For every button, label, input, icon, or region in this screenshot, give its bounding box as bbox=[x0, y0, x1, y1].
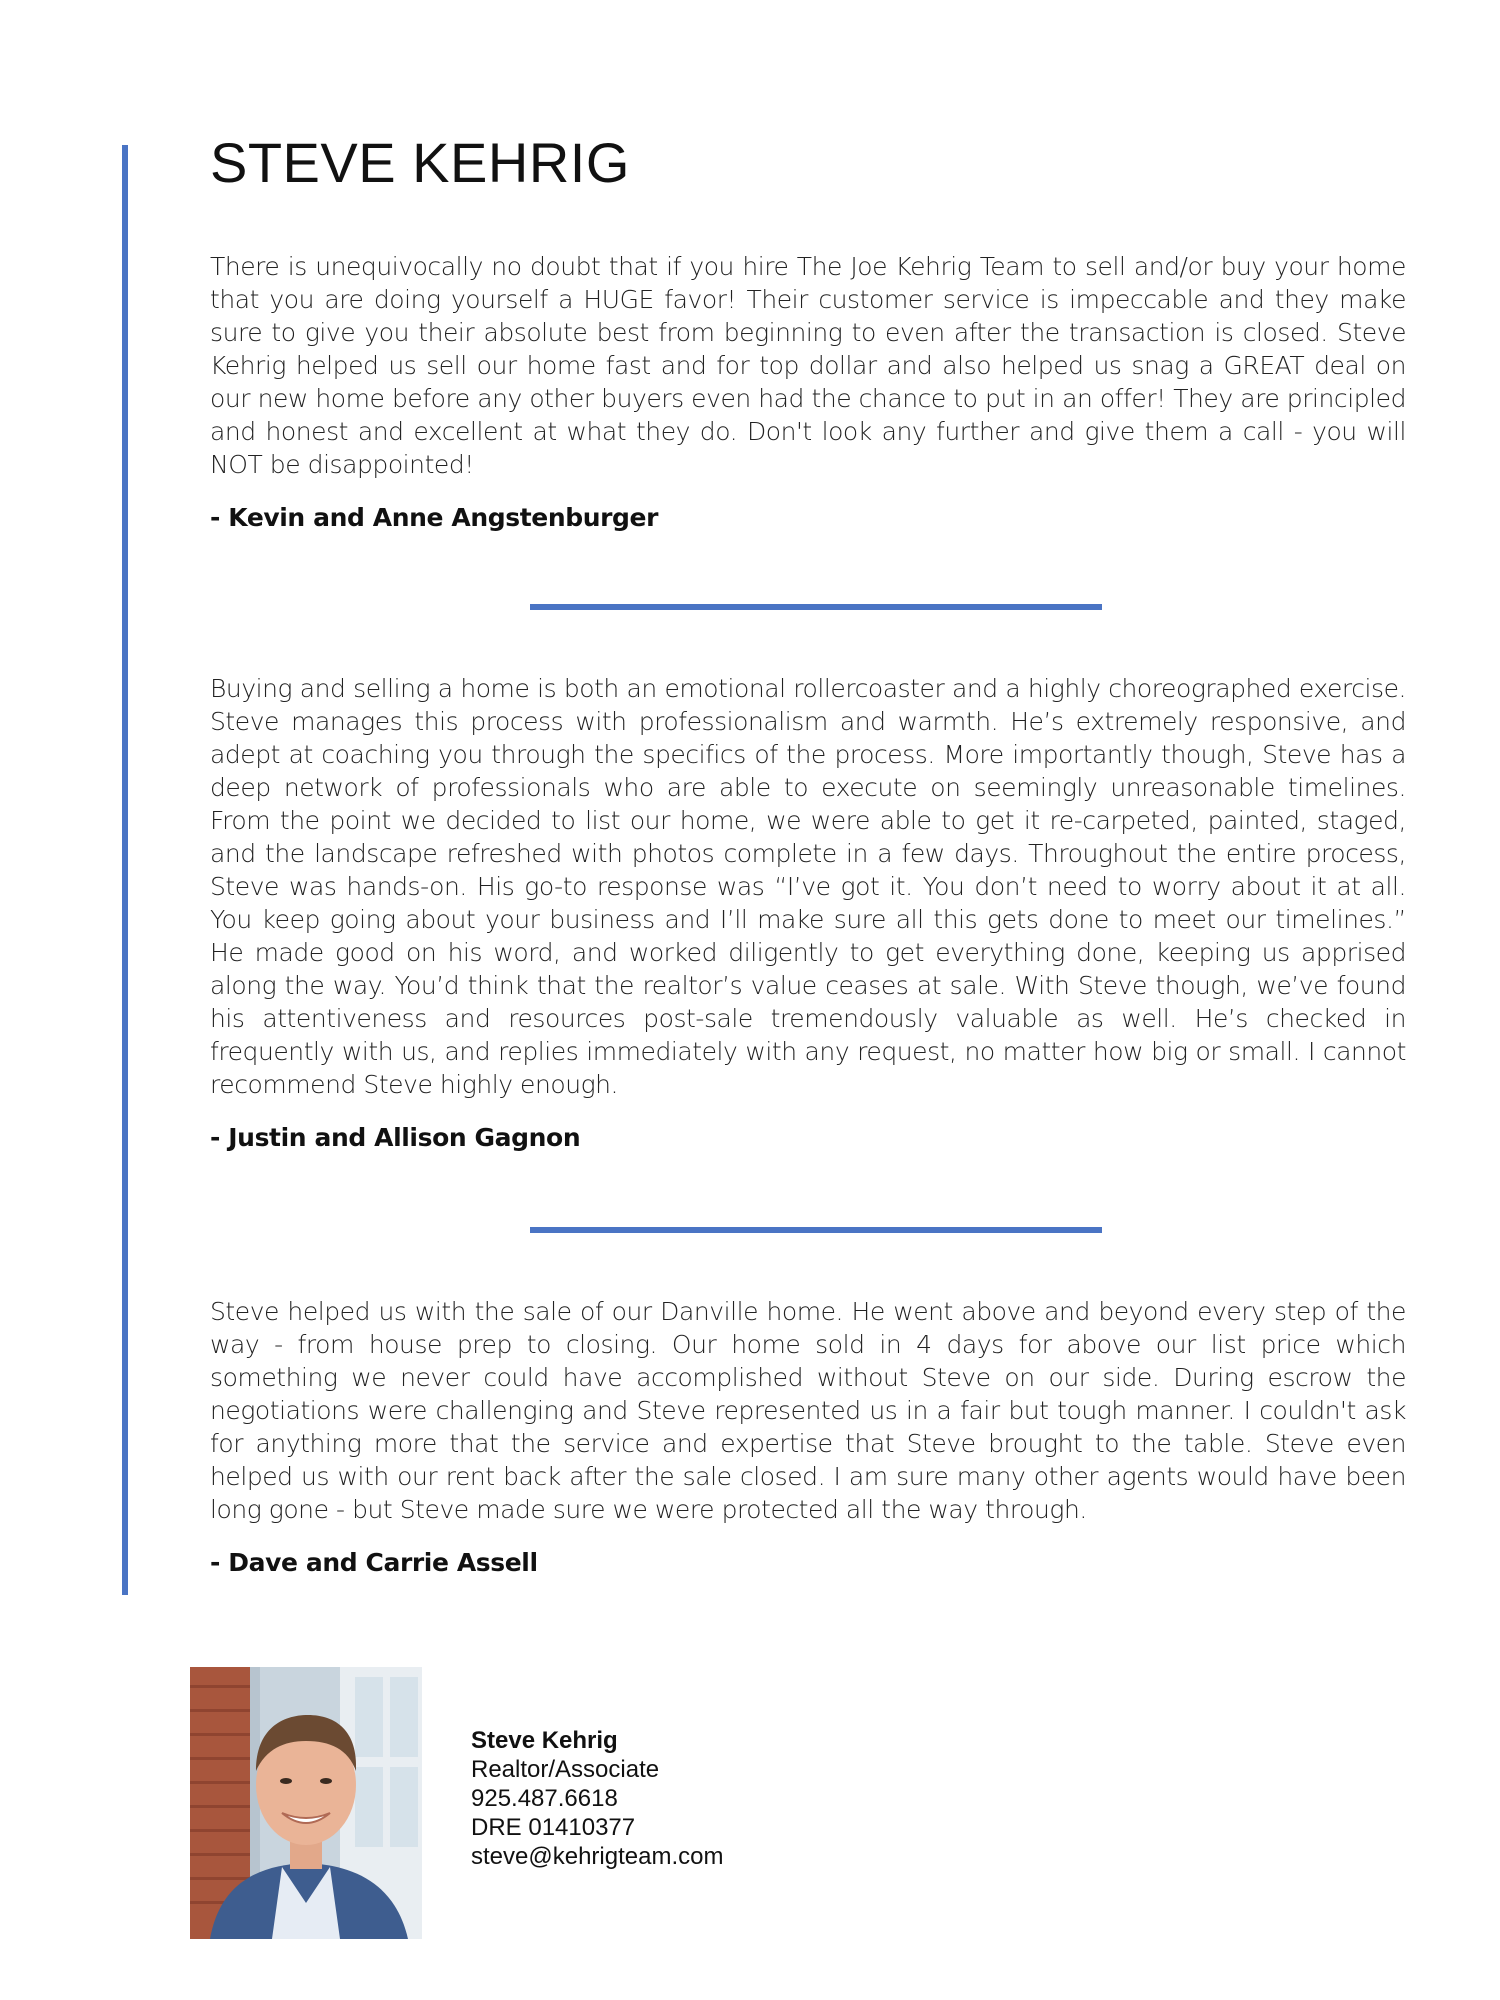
testimonial-text: Buying and selling a home is both an emotional rollercoaster and a highly choreographed exercise. Steve manages this process with professionalism and warmth. He’s extremely responsive, and adept at coaching you through the specifics of the process. More importantly though, Steve has a deep network of professionals who are able to execute on seemingly unreasonable timelines. From the point we decided to list our home, we were able to get it re-carpeted, painted, staged, and the landscape refreshed with photos complete in a few days. Throughout the entire process, Steve was hands-on. His go-to response was “I’ve got it. You don’t need to worry about it at all. You keep going about your business and I’ll make sure all this gets done to meet our timelines.” He made good on his word, and worked diligently to get everything done, keeping us apprised along the way. You’d think that the realtor’s value ceases at sale. With Steve though, we’ve found his attentiveness and resources post-sale tremendously valuable as well. He’s checked in frequently with us, and replies immediately with any request, no matter how big or small. I cannot recommend Steve highly enough. bbox=[210, 674, 1406, 1099]
agent-role: Realtor/Associate bbox=[471, 1756, 660, 1783]
agent-phone: 925.487.6618 bbox=[471, 1785, 618, 1812]
section-divider bbox=[530, 604, 1102, 610]
testimonial bbox=[210, 250, 1406, 532]
testimonial-author: - Kevin and Anne Angstenburger bbox=[210, 503, 659, 532]
agent-contact-block bbox=[471, 1726, 723, 1871]
page-title: STEVE KEHRIG bbox=[210, 131, 630, 194]
testimonial-author: - Dave and Carrie Assell bbox=[210, 1548, 538, 1577]
agent-license: DRE 01410377 bbox=[471, 1814, 636, 1841]
agent-email: steve@kehrigteam.com bbox=[471, 1843, 724, 1870]
section-divider bbox=[530, 1227, 1102, 1233]
testimonial bbox=[210, 672, 1406, 1152]
agent-headshot-photo bbox=[190, 1667, 422, 1939]
testimonial-text: There is unequivocally no doubt that if you hire The Joe Kehrig Team to sell and/or buy your home that you are doing yourself a HUGE favor! Their customer service is impeccable and they make sure to give you their absolute best from beginning to even after the transaction is closed. Steve Kehrig helped us sell our home fast and for top dollar and also helped us snag a GREAT deal on our new home before any other buyers even had the chance to put in an offer! They are principled and honest and excellent at what they do. Don't look any further and give them a call - you will NOT be disappointed! bbox=[210, 252, 1406, 479]
testimonial-text: Steve helped us with the sale of our Danville home. He went above and beyond every step of the way - from house prep to closing. Our home sold in 4 days for above our list price which something we never could have accomplished without Steve on our side. During escrow the negotiations were challenging and Steve represented us in a fair but tough manner. I couldn't ask for anything more that the service and expertise that Steve brought to the table. Steve even helped us with our rent back after the sale closed. I am sure many other agents would have been long gone - but Steve made sure we were protected all the way through. bbox=[210, 1297, 1406, 1524]
agent-name: Steve Kehrig bbox=[471, 1727, 618, 1754]
left-accent-rule bbox=[122, 145, 128, 1595]
testimonial-author: - Justin and Allison Gagnon bbox=[210, 1123, 581, 1152]
testimonial bbox=[210, 1295, 1406, 1577]
